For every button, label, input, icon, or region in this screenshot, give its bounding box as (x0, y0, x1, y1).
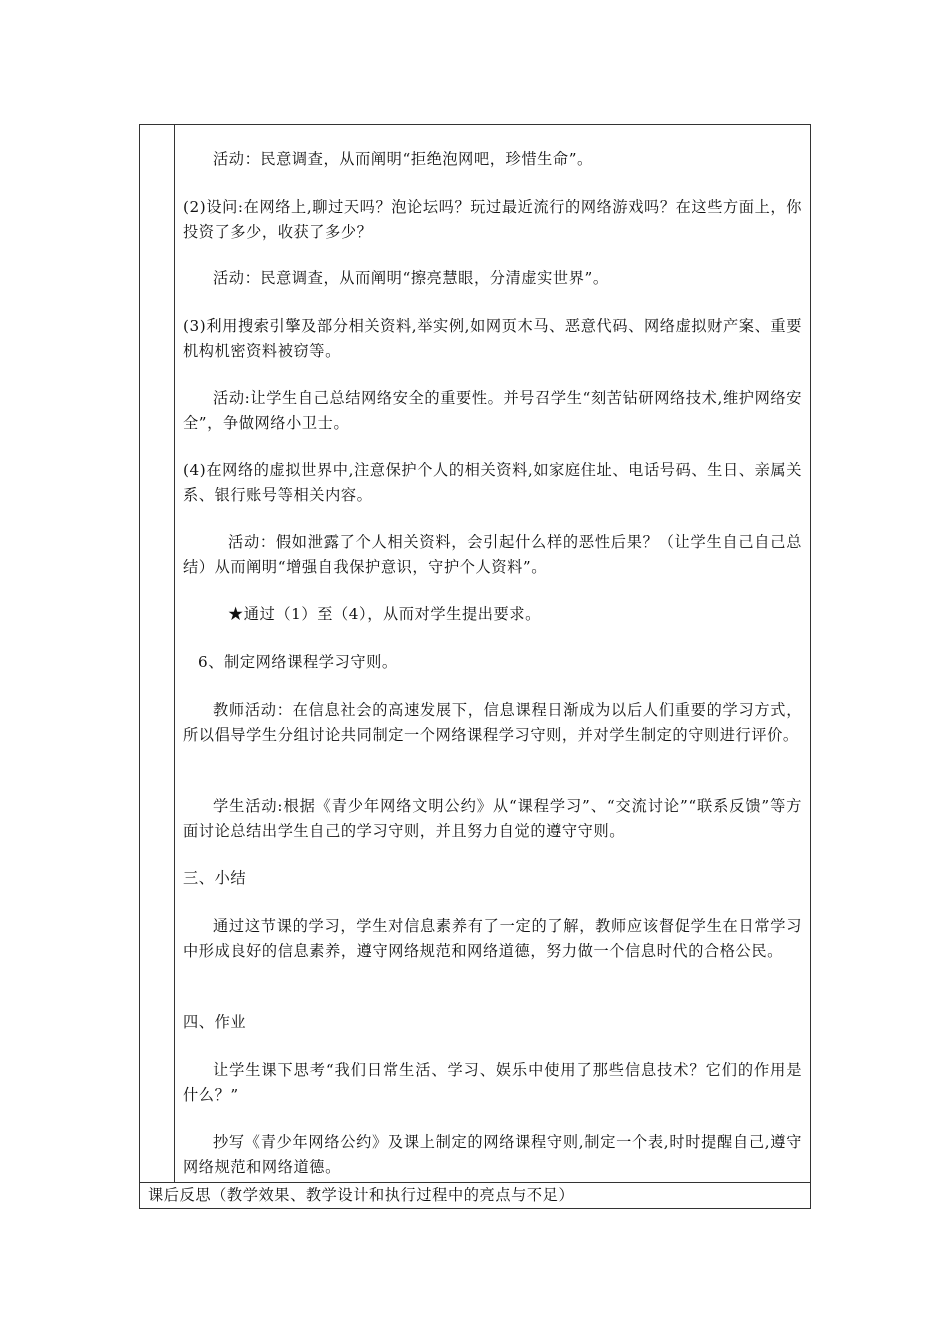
requirement-paragraph: ★通过（1）至（4），从而对学生提出要求。 (228, 605, 541, 623)
privacy-paragraph-4: (4)在网络的虚拟世界中,注意保护个人的相关资料,如家庭住址、电话号码、生日、亲属关系、银行账号等相关内容。 (183, 461, 802, 504)
lesson-plan-table (139, 124, 811, 1209)
question-paragraph-2: (2)设问:在网络上,聊过天吗？泡论坛吗？玩过最近流行的网络游戏吗？在这些方面上，你投资了多少，收获了多少？ (183, 198, 802, 241)
reflection-row (140, 1183, 810, 1208)
summary-heading: 三、小结 (183, 869, 247, 887)
homework-paragraph-1: 让学生课下思考“我们日常生活、学习、娱乐中使用了那些信息技术？它们的作用是什么？” (183, 1061, 802, 1104)
homework-paragraph-2: 抄写《青少年网络公约》及课上制定的网络课程守则,制定一个表,时时提醒自己,遵守网络规范和网络道德。 (183, 1133, 802, 1176)
activity-paragraph-1: 活动：民意调查，从而阐明“拒绝泡网吧，珍惜生命”。 (213, 150, 593, 168)
homework-heading: 四、作业 (183, 1013, 247, 1031)
example-paragraph-3: (3)利用搜索引擎及部分相关资料,举实例,如网页木马、恶意代码、网络虚拟财产案、重要机构机密资料被窃等。 (183, 317, 802, 360)
reflection-label: 课后反思（教学效果、教学设计和执行过程中的亮点与不足） (148, 1186, 575, 1204)
lesson-content-row (140, 125, 810, 1183)
teacher-activity-paragraph: 教师活动：在信息社会的高速发展下，信息课程日渐成为以后人们重要的学习方式，所以倡导学生分组讨论共同制定一个网络课程学习守则，并对学生制定的守则进行评价。 (183, 701, 802, 744)
activity-paragraph-2: 活动：民意调查，从而阐明“擦亮慧眼，分清虚实世界”。 (213, 269, 609, 287)
activity-paragraph-3: 活动:让学生自己总结网络安全的重要性。并号召学生“刻苦钻研网络技术,维护网络安全”，争做网络小卫士。 (183, 389, 802, 432)
lesson-content-cell (175, 125, 810, 1182)
summary-paragraph: 通过这节课的学习，学生对信息素养有了一定的了解，教师应该督促学生在日常学习中形成良好的信息素养，遵守网络规范和网络道德，努力做一个信息时代的合格公民。 (183, 917, 802, 960)
student-activity-paragraph: 学生活动:根据《青少年网络文明公约》从“课程学习”、“交流讨论”“联系反馈”等方面讨论总结出学生自己的学习守则，并且努力自觉的遵守守则。 (183, 797, 802, 840)
row-label-cell (140, 125, 175, 1182)
activity-paragraph-4: 活动：假如泄露了个人相关资料，会引起什么样的恶性后果？（让学生自己自己总结）从而阐明“增强自我保护意识，守护个人资料”。 (183, 533, 802, 576)
section-6-heading: 6、制定网络课程学习守则。 (198, 653, 398, 671)
